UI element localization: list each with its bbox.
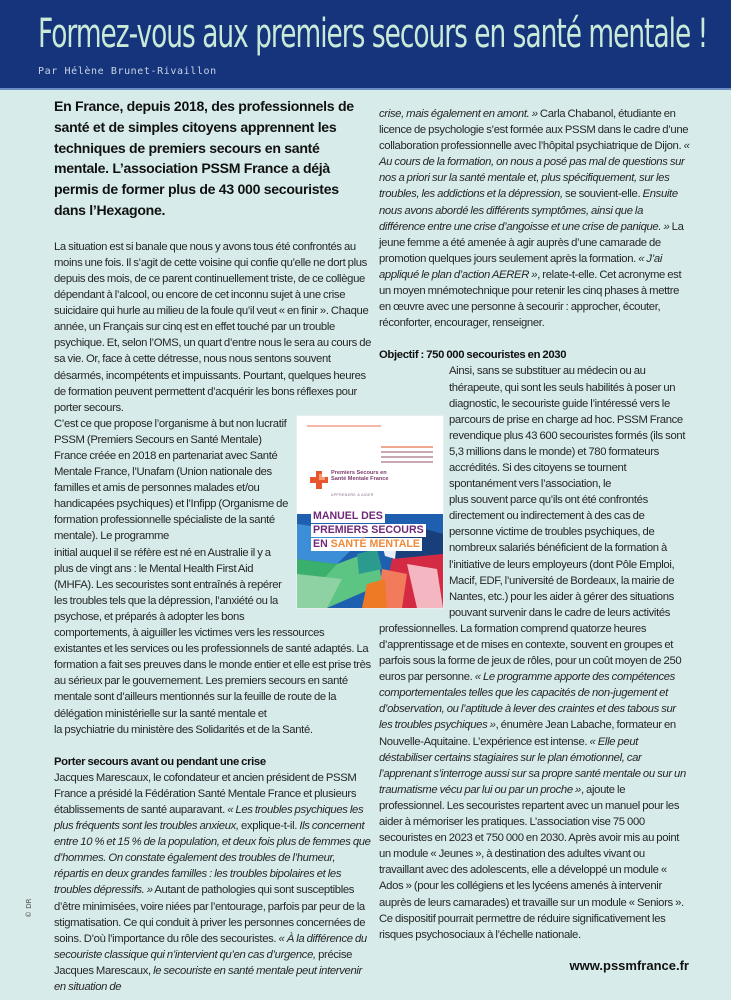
text-run: , relate-t-elle. Cet acronyme est un moyen mnémotechnique pour retenir les cinq phases à mettre en œuvre avec une personne à secourir : approcher, écouter, réconforter, encourager, renseigner.	[379, 268, 682, 330]
quote-run: le secouriste en santé mentale peut intervenir en situation de	[54, 964, 362, 993]
cover-top-line	[307, 425, 381, 427]
cover-org-name: Premiers Secours en Santé Mentale France	[331, 469, 389, 482]
quote-run: Ils concernent entre 10 % et 15 % de la population, et deux fois plus de femmes que d’hommes. On constate également des troubles de l’humeur, répartis en deux grandes familles : les troubles bipolaires et les troubles dépressifs. »	[54, 820, 371, 897]
book-cover-image	[297, 416, 443, 608]
article-header	[0, 0, 731, 90]
paragraph-chabanol	[379, 106, 691, 331]
text-run: Carla Chabanol, étudiante en licence de psychologie s’est formée aux PSSM dans le cadre d’une collaboration professionnelle avec l’hôpital psychiatrique de Dijon.	[379, 108, 689, 153]
quote-run: « Le programme apporte des compétences	[474, 671, 675, 684]
cross-logo-icon	[310, 471, 328, 489]
paragraph-labache	[379, 685, 691, 943]
text-run: , ajoute le professionnel. Les secouristes repartent avec un manuel pour les aider à mémoriser les pratiques. L’association vise 75 000 secouristes en 2023 et 750 000 en 2030. Après avoir mis au point un module « Jeunes », à destination des adultes vivant ou travaillant avec des adolescents, elle a développé un module « Ados » (pour les collégiens et les lycéens amenés à intervenir auprès de leurs camarades) et travaille sur un module « Seniors ». Ce dispositif pourrait permettre de réduire significativement les risques psychosociaux à l’échelle nationale.	[379, 783, 684, 941]
paragraph-pssm-program: initial auquel il se réfère est né en Australie il y a plus de vingt ans : le Mental Health First Aid (MHFA). Les secouristes sont entraînés à repérer les troubles tels que la dépression, l’anxiété ou la psychose, et préparés à adopter les bons comportements, à aiguiller les victimes vers les ressources existantes et les services ou les professionnels de santé adaptés. La formation a fait ses preuves dans le monde entier et elle est prise très au sérieux par le gouvernement. Les premiers secours en santé mentale sont d’ailleurs mentionnés sur la feuille de route de la délégation ministérielle sur la santé mentale et	[54, 546, 371, 720]
cover-title-sante: SANTÉ MENTALE	[330, 537, 420, 550]
cover-small-text	[381, 446, 433, 466]
website-link[interactable]: www.pssmfrance.fr	[569, 958, 689, 973]
text-run: Jacques Marescaux, le cofondateur et ancien président de PSSM France a présidé la Fédération Santé Mentale France et plusieurs établissements de santé auparavant.	[54, 771, 357, 816]
text-run: Autant de pathologies qui sont susceptibles d’être minimisées, voire niées par l’entourage, parfois par peur de la stigmatisation. Ce qui conduit à priver les personnes concernées de soins. D’où l’importance du rôle des secouristes.	[54, 884, 366, 945]
quote-run: « À la différence du secouriste classique qui n’intervient qu’en cas d’urgence,	[54, 932, 367, 961]
paragraph-objective: Ainsi, sans se substituer au médecin ou au thérapeute, qui sont les seuls habilités à poser un diagnostic, le secouriste guide l’intéressé vers le parcours de prise en charge ad hoc. PSSM France revendique plus 43 600 secouristes formés (ils sont 5,3 millions dans le monde) et 780 formateurs accrédités. Si des citoyens se tournent spontanément vers l’association, le	[449, 365, 686, 491]
photo-credit: © DR	[25, 898, 33, 918]
text-run: précise Jacques Marescaux,	[54, 948, 353, 977]
quote-run: « Au cours de la formation, on nous a posé pas mal de questions sur nos a priori sur la santé mentale et, plus spécifiquement, sur les troubles, les addictions et la dépression,	[379, 140, 690, 201]
cover-org-tagline: APPRENDRE À AIDER	[331, 492, 374, 497]
paragraph-marescaux	[54, 770, 372, 995]
quote-run: crise, mais également en amont. »	[379, 108, 538, 120]
quote-run: « J’ai appliqué le plan d’action AERER »	[379, 252, 662, 281]
author-byline: Par Hélène Brunet-Rivaillon	[38, 66, 217, 77]
text-run: plus souvent parce qu’ils ont été confrontés directement ou indirectement à des cas de personne victime de troubles psychiques, de nombreux salariés bénéficient de la formation à l’initiative de leurs employeurs (dont Pôle Emploi, Macif, EDF, l’université de Bordeaux, la mairie de Nantes, etc.) pour les aider à gérer des situations pouvant survenir dans le cadre de leurs activités professionnelles. La formation comprend quatorze heures d’apprentissage et de mises en contexte, souvent en groupes et parfois sous la forme de jeux de rôles, pour un coût moyen de 250 euros par personne.	[379, 494, 682, 684]
quote-run: « Elle peut déstabiliser certains stagiaires sur le plan émotionnel, car l’apprenant s’interroge aussi sur sa propre santé mentale ou sur un traumatisme vécu par lui ou par un proche »	[379, 735, 686, 796]
text-run: se souvient-elle.	[562, 188, 643, 201]
article-title: Formez-vous aux premiers secours en santé mentale !	[38, 11, 708, 57]
text-run: explique-t-il.	[241, 820, 300, 833]
article-lede: En France, depuis 2018, des professionnels de santé et de simples citoyens apprennent les techniques de premiers secours en santé mentale. L’association PSSM France a déjà permis de former plus de 43 000 secouristes dans l’Hexagone.	[54, 98, 354, 218]
quote-run: comportementales telles que les capacités de non-jugement et d’observation, ou l’aptitude à lever des craintes et des tabous sur les troubles psychiques »	[379, 687, 676, 732]
text-run: , énumère Jean Labache, formateur en Nouvelle-Aquitaine. L’expérience est intense.	[379, 719, 676, 748]
subheading-crisis: Porter secours avant ou pendant une crise	[54, 755, 266, 768]
quote-run: Ensuite nous avons abordé les différents symptômes, ainsi que la différence entre une crise d’angoisse et une crise de panique. »	[379, 188, 678, 233]
subheading-objective: Objectif : 750 000 secouristes en 2030	[379, 349, 567, 362]
paragraph-pssm-end: la psychiatrie du ministère des Solidarités et de la Santé.	[54, 723, 313, 736]
cover-title-en: EN	[313, 537, 328, 550]
paragraph-pssm-origin: C’est ce que propose l’organisme à but non lucratif PSSM (Premiers Secours en Santé Mentale) France créée en 2018 en partenariat avec Santé Mentale France, l’Unafam (Union nationale des familles et amis de personnes malades et/ou handicapées psychiques) et l’Infipp (Organisme de formation professionnelle spécialiste de la santé mentale). Le programme	[54, 417, 289, 543]
cover-title-line-2: PREMIERS SECOURS	[313, 523, 424, 536]
text-run: La jeune femme a été amenée à agir auprès d’une camarade de promotion quelques jours seulement après la formation.	[379, 220, 684, 265]
paragraph-intro: La situation est si banale que nous y avons tous été confrontés au moins une fois. Il s’agit de cette voisine qui confie qu’elle ne dort plus depuis des mois, de ce parent continuellement triste, de ce collègue dépendant à l’alcool, ou encore de cet inconnu sujet à une crise suicidaire qui hurle au milieu de la foule qu’il veut « en finir ». Chaque année, un Français sur cinq est en effet touché par un trouble psychique. Et, selon l’OMS, un quart d’entre nous le sera au cours de sa vie. Or, face à cette détresse, nous nous sentons souvent désarmés, incompétents et impuissants. Pourtant, quelques heures de formation peuvent permettent d’acquérir les bons réflexes pour porter secours.	[54, 240, 372, 414]
cover-title-line-1: MANUEL DES	[313, 509, 383, 522]
cover-title-line-3	[311, 538, 422, 551]
cover-title	[311, 510, 426, 552]
quote-run: « Les troubles psychiques les plus fréquents sont les troubles anxieux,	[54, 803, 364, 833]
